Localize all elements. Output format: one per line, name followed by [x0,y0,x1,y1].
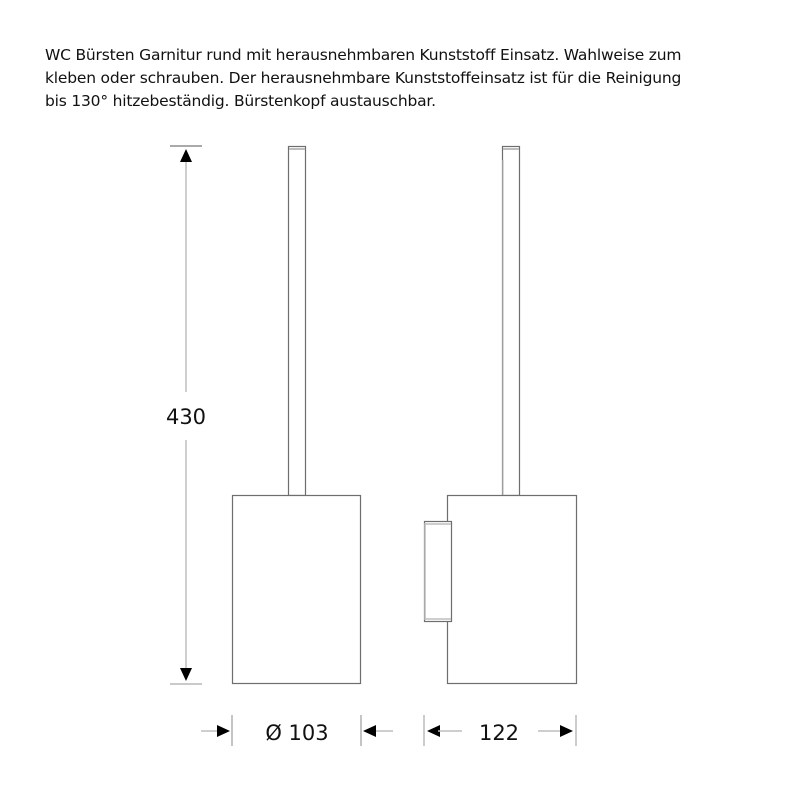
arrow-left-icon [363,725,376,737]
brush-handle-side [503,147,520,496]
arrow-up-icon [180,149,192,162]
arrow-down-icon [180,668,192,681]
holder-body-side [448,496,577,684]
description-line-1: WC Bürsten Garnitur rund mit herausnehmbaren Kunststoff Einsatz. Wahlweise zum [45,46,682,64]
arrow-right-icon [560,725,573,737]
diameter-label: Ø 103 [265,721,329,745]
depth-label: 122 [478,721,520,745]
depth-dimension [424,715,576,746]
front-view [233,147,361,684]
description-line-2: kleben oder schrauben. Der herausnehmbare Kunststoffeinsatz ist für die Reinigung [45,69,682,87]
wall-mount-bracket [425,522,452,622]
arrow-right-icon [217,725,230,737]
diameter-dimension [201,715,393,746]
height-label: 430 [165,405,207,429]
holder-body-front [233,496,361,684]
height-dimension [166,146,206,684]
description-line-3: bis 130° hitzebeständig. Bürstenkopf austauschbar. [45,92,436,110]
brush-handle-front [289,147,306,496]
side-view [425,147,577,684]
